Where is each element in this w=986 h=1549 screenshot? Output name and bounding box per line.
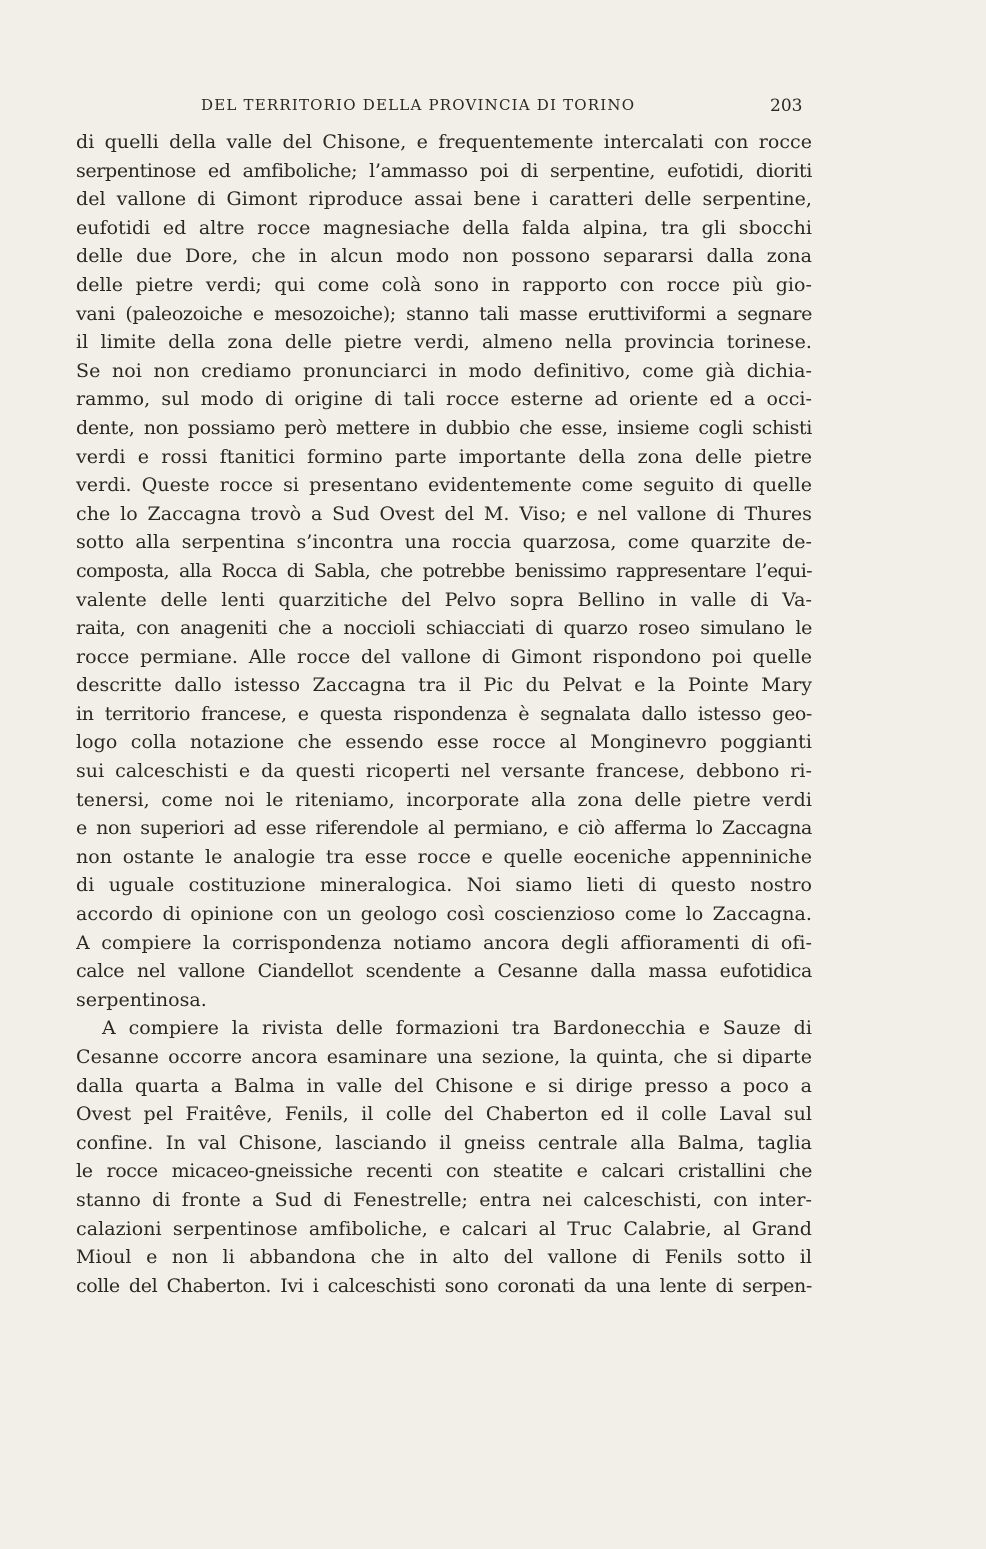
text-line: di quelli della valle del Chisone, e frequentemente intercalati con rocce [76, 131, 812, 153]
body-text [76, 128, 812, 1300]
text-line: rammo, sul modo di origine di tali rocce esterne ad oriente ed a occi- [76, 388, 812, 411]
text-line: e non superiori ad esse riferendole al permiano, e ciò afferma lo Zaccagna [76, 817, 812, 840]
text-line: stanno di fronte a Sud di Fenestrelle; entra nei calceschisti, con inter- [76, 1188, 812, 1211]
text-line: serpentinosa. [76, 988, 207, 1011]
text-line: composta, alla Rocca di Sabla, che potrebbe benissimo rappresentare l’equi- [76, 559, 812, 582]
text-line: il limite della zona delle pietre verdi, almeno nella provincia torinese. [76, 331, 812, 354]
text-line: calce nel vallone Ciandellot scendente a Cesanne dalla massa eufotidica [76, 960, 812, 983]
text-line: A compiere la corrispondenza notiamo ancora degli affioramenti di ofi- [76, 931, 812, 954]
text-line: eufotidi ed altre rocce magnesiache della falda alpina, tra gli sbocchi [76, 216, 812, 239]
text-line: calazioni serpentinose amfiboliche, e calcari al Truc Calabrie, al Grand [76, 1217, 812, 1240]
text-line: confine. In val Chisone, lasciando il gneiss centrale alla Balma, taglia [76, 1131, 812, 1154]
text-line: colle del Chaberton. Ivi i calceschisti sono coronati da una lente di serpen- [76, 1274, 812, 1297]
text-line: le rocce micaceo-gneissiche recenti con steatite e calcari cristallini che [76, 1160, 812, 1183]
text-line: dalla quarta a Balma in valle del Chisone e si dirige presso a poco a [76, 1074, 812, 1097]
text-line: raita, con anageniti che a noccioli schiacciati di quarzo roseo simulano le [76, 617, 812, 640]
text-line: vani (paleozoiche e mesozoiche); stanno tali masse eruttiviformi a segnare [76, 302, 812, 325]
text-line: in territorio francese, e questa rispondenza è segnalata dallo istesso geo- [76, 702, 812, 725]
text-line: non ostante le analogie tra esse rocce e quelle eoceniche appenniniche [76, 845, 812, 868]
text-line: Mioul e non li abbandona che in alto del vallone di Fenils sotto il [76, 1246, 812, 1269]
text-line: verdi. Queste rocce si presentano evidentemente come seguito di quelle [76, 474, 812, 497]
running-title: DEL TERRITORIO DELLA PROVINCIA DI TORINO [201, 96, 636, 114]
text-line: rocce permiane. Alle rocce del vallone di Gimont rispondono poi quelle [76, 645, 812, 668]
text-line: che lo Zaccagna trovò a Sud Ovest del M. Viso; e nel vallone di Thures [76, 502, 812, 525]
text-line: logo colla notazione che essendo esse rocce al Monginevro poggianti [76, 731, 812, 754]
text-line: Ovest pel Fraitêve, Fenils, il colle del Chaberton ed il colle Laval sul [76, 1103, 812, 1126]
text-line: Se noi non crediamo pronunciarci in modo definitivo, come già dichia- [76, 359, 812, 382]
text-line: Cesanne occorre ancora esaminare una sezione, la quinta, che si diparte [76, 1046, 812, 1068]
text-line: valente delle lenti quarzitiche del Pelvo sopra Bellino in valle di Va- [76, 588, 812, 611]
text-line: accordo di opinione con un geologo così coscienzioso come lo Zaccagna. [76, 903, 812, 926]
page-number: 203 [770, 96, 803, 116]
text-line: tenersi, come noi le riteniamo, incorporate alla zona delle pietre verdi [76, 788, 812, 811]
text-line: sui calceschisti e da questi ricoperti nel versante francese, debbono ri- [76, 760, 812, 783]
text-line: sotto alla serpentina s’incontra una roccia quarzosa, come quarzite de- [76, 531, 812, 554]
text-line: A compiere la rivista delle formazioni tra Bardonecchia e Sauze di [102, 1017, 812, 1040]
text-line: del vallone di Gimont riproduce assai bene i caratteri delle serpentine, [76, 188, 812, 211]
text-line: delle pietre verdi; qui come colà sono in rapporto con rocce più gio- [76, 273, 812, 296]
text-line: serpentinose ed amfiboliche; l’ammasso poi di serpentine, eufotidi, dioriti [76, 159, 812, 182]
text-line: verdi e rossi ftanitici formino parte importante della zona delle pietre [76, 445, 812, 468]
page-header [76, 96, 818, 120]
text-line: descritte dallo istesso Zaccagna tra il Pic du Pelvat e la Pointe Mary [76, 674, 812, 697]
text-line: dente, non possiamo però mettere in dubbio che esse, insieme cogli schisti [76, 416, 812, 439]
text-line: di uguale costituzione mineralogica. Noi siamo lieti di questo nostro [76, 874, 812, 897]
text-line: delle due Dore, che in alcun modo non possono separarsi dalla zona [76, 245, 812, 268]
